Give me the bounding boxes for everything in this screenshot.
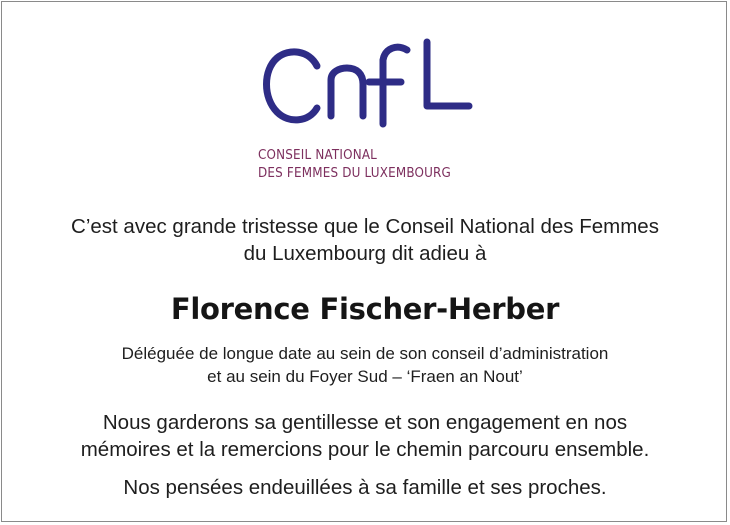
role-description: [0, 342, 730, 388]
tribute-line-1: Nous garderons sa gentillesse et son engagement en nos: [102, 411, 628, 434]
organization-name-line-2: DES FEMMES DU LUXEMBOURG: [258, 166, 451, 181]
role-line-1: Déléguée de longue date au sein de son conseil d’administration: [121, 344, 609, 363]
closing-text: [0, 474, 730, 501]
organization-name-line-1: CONSEIL NATIONAL: [258, 148, 378, 163]
tribute-text: [0, 409, 730, 463]
intro-text: [0, 213, 730, 267]
tribute-line-2: mémoires et la remercions pour le chemin parcouru ensemble.: [80, 438, 650, 461]
intro-line-1: C’est avec grande tristesse que le Conseil National des Femmes: [71, 215, 659, 238]
intro-line-2: du Luxembourg dit adieu à: [243, 242, 487, 265]
deceased-name: Florence Fischer-Herber: [170, 292, 560, 326]
role-line-2: et au sein du Foyer Sud – ‘Fraen an Nout’: [207, 367, 523, 386]
organization-name: [258, 147, 497, 183]
closing-line-1: Nos pensées endeuillées à sa famille et ses proches.: [123, 476, 607, 499]
cnfl-logo: [255, 36, 480, 136]
